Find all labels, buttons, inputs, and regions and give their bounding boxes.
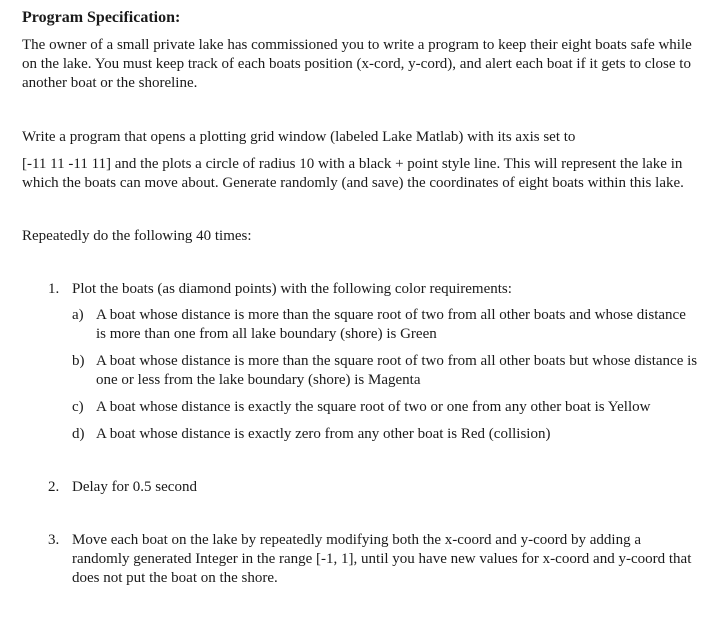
plot-instructions-line1: Write a program that opens a plotting grid window (labeled Lake Matlab) with its axis set to	[22, 129, 576, 145]
repeat-instruction: Repeatedly do the following 40 times:	[22, 228, 252, 244]
steps-list	[22, 280, 698, 588]
spec-title: Program Specification:	[22, 9, 181, 26]
document-page	[22, 8, 698, 588]
intro-paragraph: The owner of a small private lake has commissioned you to write a program to keep their eight boats safe while on the lake. You must keep track of each boats position (x-cord, y-cord), and alert each boat if it gets to close to another boat or the shoreline.	[22, 37, 692, 91]
step-number: 3.	[48, 532, 60, 548]
rule-text: A boat whose distance is exactly zero from any other boat is Red (collision)	[96, 426, 551, 442]
color-rule-item	[72, 352, 698, 390]
color-rule-item	[72, 398, 698, 417]
color-rule-item	[72, 425, 698, 444]
step-text: Plot the boats (as diamond points) with the following color requirements:	[72, 281, 512, 297]
step-number: 1.	[48, 281, 60, 297]
rule-text: A boat whose distance is more than the square root of two from all other boats and whose distance is more than one from all lake boundary (shore) is Green	[96, 307, 686, 342]
step-item	[22, 280, 698, 444]
color-rule-item	[72, 306, 698, 344]
step-text: Delay for 0.5 second	[72, 479, 197, 495]
plot-instructions-line2: [-11 11 -11 11] and the plots a circle of radius 10 with a black + point style line. This will represent the lake in which the boats can move about. Generate randomly (and save) the coordinates of eight boats within this lake.	[22, 156, 684, 191]
step-item	[22, 531, 698, 588]
rule-label: a)	[72, 307, 84, 323]
rule-text: A boat whose distance is more than the square root of two from all other boats but whose distance is one or less from the lake boundary (shore) is Magenta	[96, 353, 698, 388]
step-item	[22, 478, 698, 497]
step-number: 2.	[48, 479, 60, 495]
step-text: Move each boat on the lake by repeatedly modifying both the x-coord and y-coord by adding a randomly generated Integer in the range [-1, 1], until you have new values for x-coord and y-coord that does not put the boat on the shore.	[72, 532, 692, 586]
color-rules-list	[72, 306, 698, 444]
rule-label: b)	[72, 353, 85, 369]
rule-label: d)	[72, 426, 85, 442]
rule-label: c)	[72, 399, 84, 415]
rule-text: A boat whose distance is exactly the square root of two or one from any other boat is Yellow	[96, 399, 651, 415]
